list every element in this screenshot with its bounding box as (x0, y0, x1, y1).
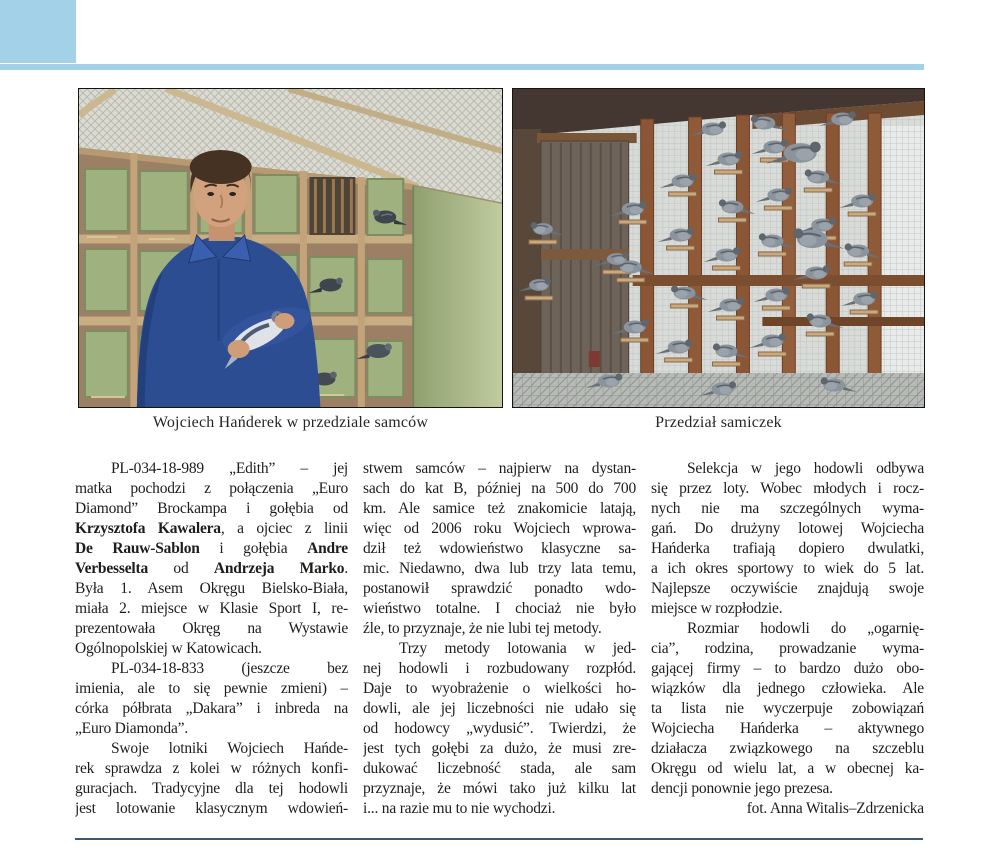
text-line: przyznaje, że mówi tako już kilku lat (363, 780, 636, 797)
photo-right (512, 88, 925, 408)
text-line: matka pochodzi z połączenia „Euro (75, 480, 348, 497)
text-line: jest tych gołębi za dużo, że musi zre- (363, 740, 636, 757)
text-line: miała 2. miejsce w Klasie Sport I, re- (75, 600, 348, 617)
text-line: stwem samców – najpierw na dystan- (363, 460, 636, 477)
text-line: działacza związkowego na szczeblu (651, 740, 924, 757)
text-line: od hodowcy „wydusić”. Twierdzi, że (363, 720, 636, 737)
green-wall (413, 186, 502, 407)
text-line: Swoje lotniki Wojciech Hańde- (111, 740, 348, 757)
text-line: ta lista nie wyczerpuje zobowiązań (651, 700, 924, 717)
article-column-1 (75, 459, 348, 819)
text-line: rek sprawdza z kolei w różnych konfi- (75, 760, 348, 777)
text-line: dził też wdowieństwo klasyczne sa- (363, 540, 636, 557)
photo-credit: fot. Anna Witalis–Zdrzenicka (746, 800, 924, 817)
text-line: córka półbrata „Dakara” i inbreda na (75, 700, 348, 717)
text-line: miejsce w rozpłodzie. (651, 600, 783, 617)
text-line: Najlepsze oczywiście znajdują swoje (651, 580, 924, 597)
hand (228, 340, 250, 358)
text-line: postanowił sprawdzić ponadto wdo- (363, 580, 636, 597)
text-line: i... na razie mu to nie wychodzi. (363, 800, 556, 817)
text-line: guracjach. Tradycyjne dla tej hodowli (75, 780, 348, 797)
text-line: wieństwo totalne. I chociaż nie było (363, 600, 636, 617)
text-line: Daje to wyobrażenie o wielkości ho- (363, 680, 636, 697)
text-line: źle, to przyznaje, że nie lubi tej metody. (363, 620, 602, 637)
text-line: cia”, rodzina, prowadzanie wyma- (651, 640, 924, 657)
text-line: km. Ale samice też znakomicie latają, (363, 500, 636, 517)
text-line: Rozmiar hodowli do „ogarnię- (687, 620, 924, 637)
footer-rule (75, 838, 923, 840)
text-line: Ogólnopolskiej w Katowicach. (75, 640, 262, 657)
caption-left: Wojciech Hańderek w przedziale samców (152, 414, 429, 431)
article-column-2 (363, 459, 636, 819)
text-line: nej hodowli i rozbudowany rozpłód. (363, 660, 636, 677)
article-column-3 (651, 459, 924, 819)
text-line: się przez loty. Wobec młodych i rocz- (651, 480, 924, 497)
rail (633, 275, 924, 286)
text-line: więc od 2006 roku Wojciech wprowa- (363, 520, 636, 537)
text-line: Verbesselta od Andrzeja Marko. (75, 560, 348, 577)
header-accent-bar (0, 64, 924, 70)
text-line: Trzy metody lotowania w jed- (399, 640, 636, 657)
photo-right-image (513, 89, 924, 407)
article-body (75, 459, 924, 819)
photo-left (78, 88, 503, 408)
door (513, 129, 637, 407)
text-line: gań. Do drużyny lotowej Wojciecha (651, 520, 924, 537)
text-line: Wojciecha Hańderka – aktywnego (651, 720, 924, 737)
text-line: Była 1. Asem Okręgu Bielsko-Biała, (75, 580, 348, 597)
text-line: „Euro Diamonda”. (75, 720, 189, 737)
text-line: PL-034-18-989 „Edith” – jej (111, 460, 348, 477)
text-line: nych nie ma szczególnych wyma- (651, 500, 924, 517)
photo-left-image (79, 89, 502, 407)
text-line: Selekcja w jego hodowli odbywa (687, 460, 924, 477)
text-line: dowli, ale jej liczebności nie udało się (363, 700, 636, 717)
text-line: dukować liczebność stada, ale sam (363, 760, 636, 777)
text-line: PL-034-18-833 (jeszcze bez (111, 660, 348, 677)
text-line: sach do kat B, później na 500 do 700 (363, 480, 636, 497)
text-line: mic. Niedawno, dwa lub trzy lata temu, (363, 560, 636, 577)
text-line: Okręgu od wielu lat, a w obecnej ka- (651, 760, 924, 777)
text-line: Krzysztofa Kawalera, a ojciec z linii (75, 520, 348, 537)
text-line: Hańderka trafiają dopiero dwulatki, (651, 540, 924, 557)
text-line: dencji ponownie jego prezesa. (651, 780, 833, 797)
text-line: imienia, ale to się pewnie zmieni) – (75, 680, 348, 697)
text-line: prezentowała Okręg na Wystawie (75, 620, 348, 637)
text-line: Diamond” Brockampa i gołębia od (75, 500, 348, 517)
rail-lower (762, 317, 924, 326)
hand (275, 313, 295, 329)
header-accent-square (0, 0, 76, 63)
slatted-box (309, 177, 355, 235)
caption-right: Przedział samiczek (655, 414, 782, 431)
text-line: gającej firmy – to bardzo dużo obo- (651, 660, 924, 677)
text-line: jest lotowanie klasycznym wdowień- (75, 800, 348, 817)
text-line: wiązków dla jednego człowieka. Ale (651, 680, 924, 697)
text-line: De Rauw-Sablon i gołębia Andre (75, 540, 348, 557)
text-line: a ich okres sportowy to wiek do 5 lat. (651, 560, 924, 577)
